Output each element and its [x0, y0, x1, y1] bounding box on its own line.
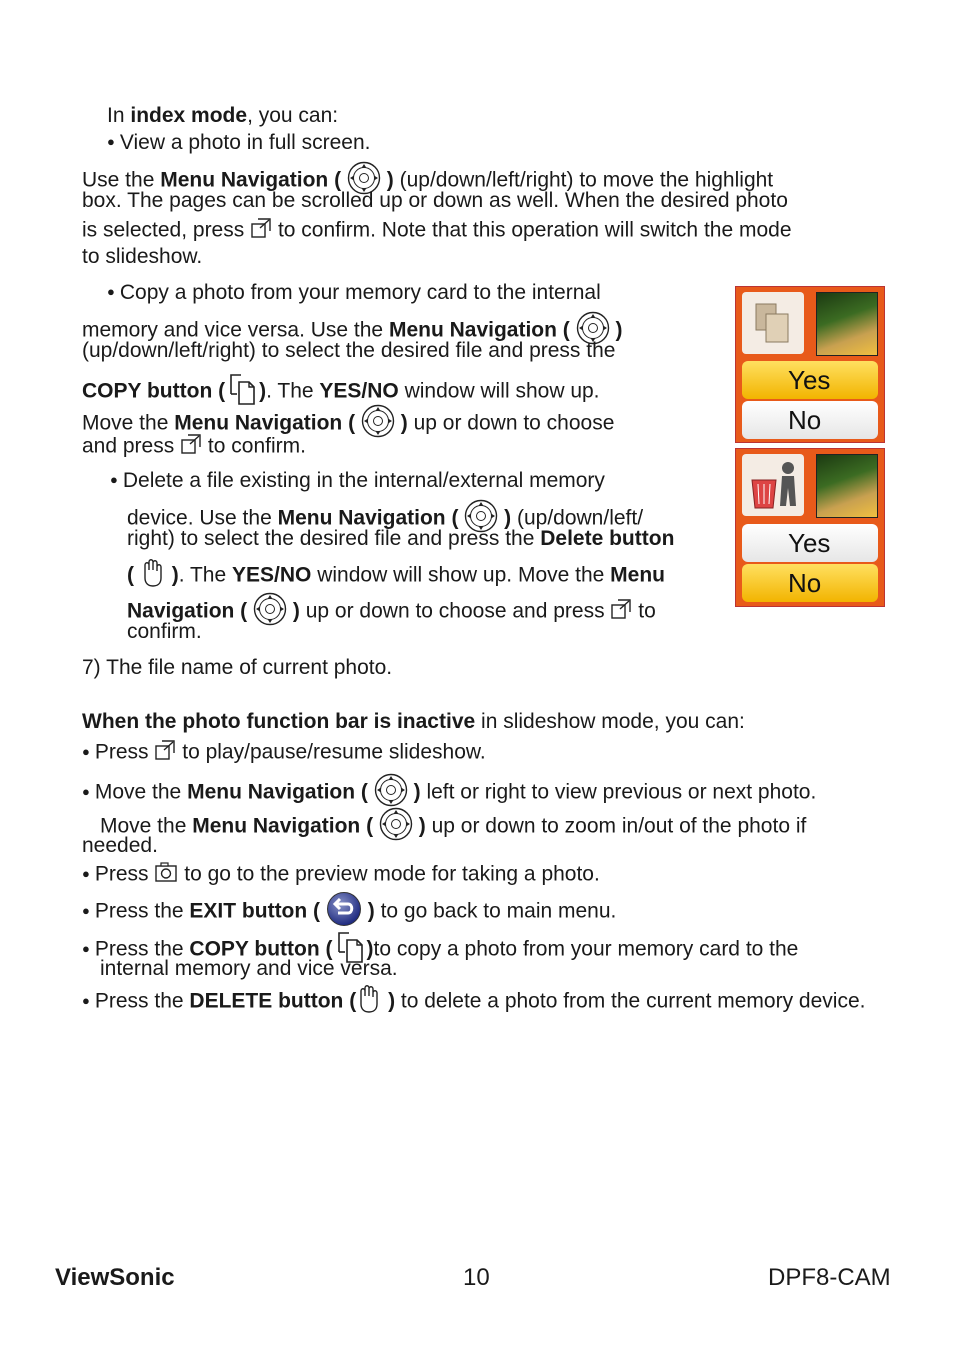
- delete-line-3: right) to select the desired file and press the Delete button: [127, 527, 675, 550]
- delete-line-1: ● Delete a file existing in the internal/external memory: [110, 469, 605, 495]
- no-option[interactable]: No: [742, 564, 878, 602]
- file-name-line: 7) The file name of current photo.: [82, 656, 393, 679]
- delete-dialog: [735, 448, 885, 607]
- copy-line-2: memory and vice versa. Use the Menu Navigation ( ): [82, 311, 622, 351]
- copy-line-4: COPY button ( ). The YES/NO window will show up.: [82, 372, 600, 412]
- confirm-icon: [610, 598, 632, 626]
- slideshow-bullet-6-cont: internal memory and vice versa.: [100, 957, 398, 980]
- exit-icon: [326, 891, 362, 933]
- slideshow-heading: When the photo function bar is inactive in slideshow mode, you can:: [82, 710, 745, 733]
- slideshow-bullet-1: ● Press to play/pause/resume slideshow.: [82, 739, 486, 767]
- index-line-2: box. The pages can be scrolled up or down as well. When the desired photo: [82, 189, 788, 212]
- copy-pages-icon: [742, 292, 804, 354]
- thumbnail-photo: [816, 292, 878, 356]
- slideshow-bullet-7: ● Press the DELETE button ( ) to delete a photo from the current memory device.: [82, 984, 865, 1020]
- trash-icon: [742, 454, 804, 516]
- index-mode-intro: In index mode, you can:: [107, 104, 339, 127]
- slideshow-bullet-4: ● Press to go to the preview mode for taking a photo.: [82, 861, 600, 889]
- delete-line-6: confirm.: [127, 620, 202, 643]
- slideshow-bullet-3-cont: needed.: [82, 834, 158, 857]
- nav-dial-icon: [379, 807, 413, 847]
- footer-brand: ViewSonic: [55, 1264, 175, 1291]
- confirm-icon: [180, 433, 202, 461]
- delete-icon: [356, 984, 382, 1020]
- delete-line-4: ( ). The YES/NO window will show up. Move the Menu: [127, 558, 665, 594]
- confirm-icon: [154, 739, 176, 767]
- footer-model: DPF8-CAM: [768, 1264, 891, 1291]
- copy-line-6: and press to confirm.: [82, 433, 306, 461]
- index-line-3: is selected, press to confirm. Note that this operation will switch the mode: [82, 217, 792, 245]
- yes-option[interactable]: Yes: [742, 524, 878, 562]
- delete-line-2: device. Use the Menu Navigation ( ) (up/down/left/: [127, 499, 643, 539]
- slideshow-bullet-3: Move the Menu Navigation ( ) up or down to zoom in/out of the photo if: [100, 807, 806, 847]
- slideshow-bullet-2: ● Move the Menu Navigation ( ) left or right to view previous or next photo.: [82, 773, 816, 813]
- yes-option[interactable]: Yes: [742, 361, 878, 399]
- slideshow-bullet-5: ● Press the EXIT button ( ) to go back to main menu.: [82, 891, 616, 933]
- copy-line-3: (up/down/left/right) to select the desired file and press the: [82, 339, 616, 362]
- index-line-4: to slideshow.: [82, 245, 203, 268]
- confirm-icon: [250, 217, 272, 245]
- copy-line-1: ● Copy a photo from your memory card to the internal: [107, 281, 601, 307]
- thumbnail-photo: [816, 454, 878, 518]
- copy-dialog: [735, 286, 885, 443]
- delete-icon: [140, 558, 166, 594]
- bullet-view-photo: ● View a photo in full screen.: [107, 131, 370, 157]
- index-nav-line: Use the Menu Navigation ( ) (up/down/left/right) to move the highlight: [82, 161, 773, 201]
- delete-line-5: Navigation ( ) up or down to choose and press to: [127, 592, 656, 632]
- no-option[interactable]: No: [742, 401, 878, 439]
- copy-line-5: Move the Menu Navigation ( ) up or down to choose: [82, 404, 614, 444]
- footer-page-number: 10: [463, 1264, 490, 1291]
- nav-dial-icon: [253, 592, 287, 632]
- slideshow-bullet-6: ● Press the COPY button ( )to copy a photo from your memory card to the: [82, 930, 798, 970]
- nav-dial-icon: [361, 404, 395, 444]
- camera-icon: [154, 861, 178, 889]
